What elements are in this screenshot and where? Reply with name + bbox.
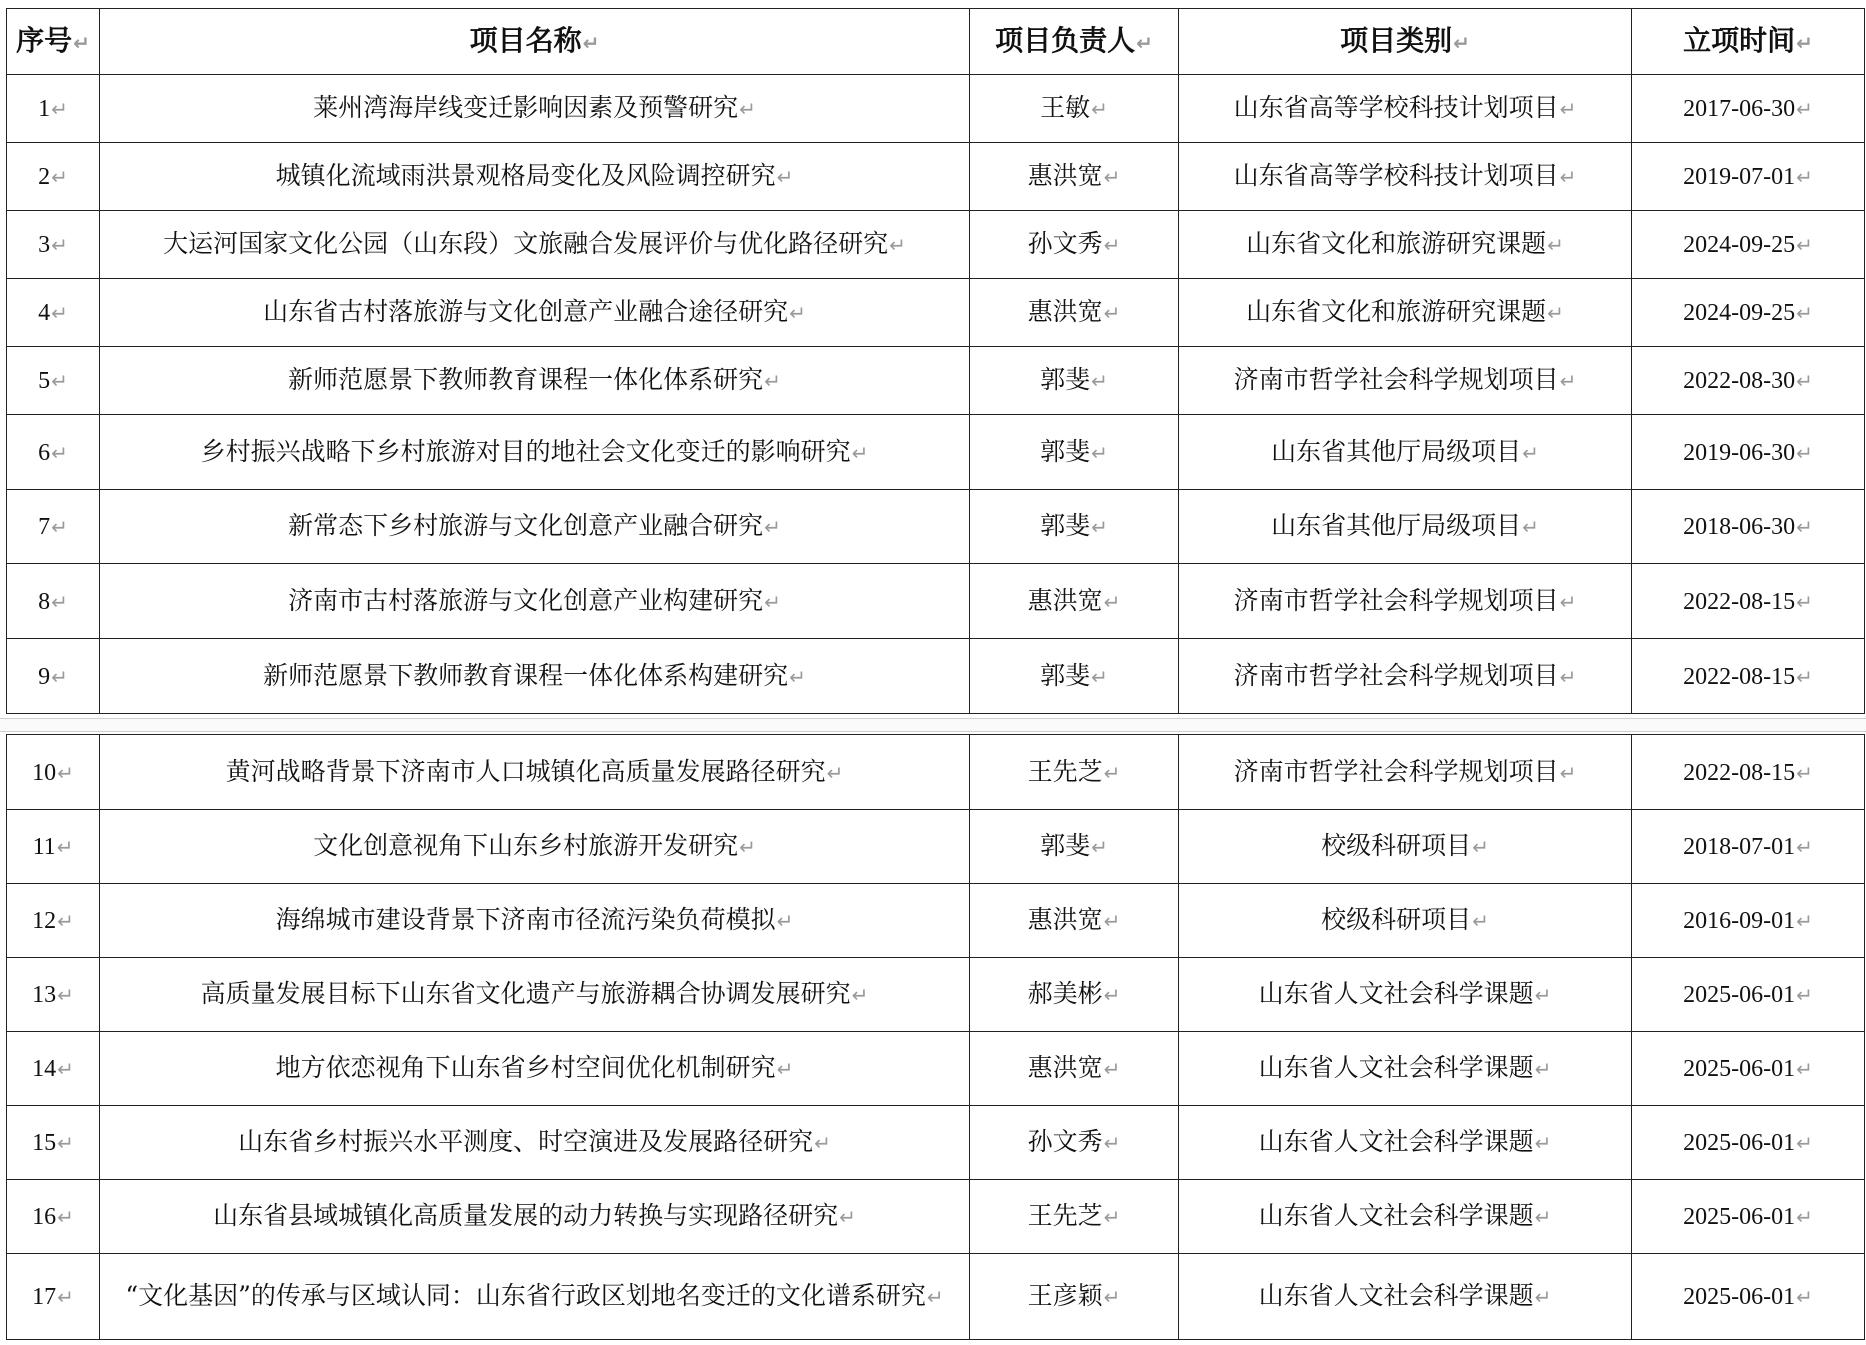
paragraph-mark: ↵ — [1796, 440, 1813, 465]
cell-text: 2022-08-15 — [1683, 588, 1796, 615]
table-row — [7, 639, 1865, 714]
cell-date — [1632, 415, 1865, 490]
paragraph-mark: ↵ — [1522, 440, 1539, 465]
paragraph-mark: ↵ — [51, 369, 68, 393]
cell-text: 17 — [32, 1284, 57, 1310]
paragraph-mark: ↵ — [1547, 301, 1564, 325]
cell-leader — [970, 1032, 1179, 1106]
cell-text: 济南市古村落旅游与文化创意产业构建研究 — [288, 585, 764, 615]
cell-text: 2024-09-25 — [1683, 232, 1796, 258]
cell-text: 惠洪宽 — [1027, 297, 1103, 326]
cell-date — [1632, 490, 1865, 564]
cell-leader — [970, 143, 1179, 211]
paragraph-mark: ↵ — [1559, 369, 1577, 393]
table-row — [7, 490, 1865, 564]
cell-leader — [970, 1254, 1179, 1340]
cell-text: 山东省人文社会科学课题 — [1258, 979, 1534, 1008]
cell-text: 2016-09-01 — [1683, 908, 1796, 934]
cell-category — [1179, 1254, 1632, 1340]
table-row — [7, 1180, 1865, 1254]
cell-text: 孙文秀 — [1027, 229, 1103, 258]
cell-text: 7 — [38, 514, 51, 540]
paragraph-mark: ↵ — [1796, 1131, 1813, 1155]
paragraph-mark: ↵ — [73, 30, 90, 55]
paragraph-mark: ↵ — [1136, 30, 1153, 55]
table-header-row — [7, 9, 1865, 75]
cell-text: 山东省其他厅局级项目 — [1271, 511, 1522, 540]
cell-text: 2024-09-25 — [1683, 300, 1796, 326]
paragraph-mark: ↵ — [57, 1131, 74, 1155]
cell-date — [1632, 735, 1865, 810]
paragraph-mark: ↵ — [1091, 664, 1108, 689]
paragraph-mark: ↵ — [764, 589, 781, 614]
cell-project-name — [100, 347, 970, 415]
cell-index — [7, 884, 100, 958]
table-row — [7, 810, 1865, 884]
header-project-name — [100, 9, 970, 75]
paragraph-mark: ↵ — [1559, 664, 1577, 689]
paragraph-mark: ↵ — [51, 440, 68, 465]
cell-text: 王彦颖 — [1027, 1281, 1103, 1310]
cell-category — [1179, 347, 1632, 415]
paragraph-mark: ↵ — [51, 97, 68, 121]
header-date — [1632, 9, 1865, 75]
table-row — [7, 347, 1865, 415]
cell-index — [7, 1106, 100, 1180]
table-row — [7, 884, 1865, 958]
paragraph-mark: ↵ — [1534, 983, 1552, 1007]
cell-text: 6 — [38, 439, 51, 466]
cell-text: 2022-08-30 — [1683, 368, 1796, 394]
cell-category — [1179, 1032, 1632, 1106]
cell-category — [1179, 564, 1632, 639]
paragraph-mark: ↵ — [851, 983, 869, 1007]
paragraph-mark: ↵ — [51, 515, 68, 539]
paragraph-mark: ↵ — [1796, 983, 1813, 1007]
cell-text: 5 — [38, 368, 51, 394]
cell-text: 济南市哲学社会科学规划项目 — [1233, 365, 1559, 394]
paragraph-mark: ↵ — [1534, 1285, 1552, 1309]
cell-text: 高质量发展目标下山东省文化遗产与旅游耦合协调发展研究 — [200, 979, 851, 1008]
paragraph-mark: ↵ — [1796, 1285, 1813, 1309]
cell-date — [1632, 1254, 1865, 1340]
cell-project-name — [100, 958, 970, 1032]
cell-leader — [970, 810, 1179, 884]
cell-text: 2025-06-01 — [1683, 1204, 1796, 1230]
table-row — [7, 75, 1865, 143]
cell-date — [1632, 810, 1865, 884]
cell-text: 孙文秀 — [1027, 1127, 1103, 1156]
table-row — [7, 1106, 1865, 1180]
paragraph-mark: ↵ — [1796, 165, 1813, 189]
cell-index — [7, 490, 100, 564]
cell-category — [1179, 211, 1632, 279]
cell-index — [7, 279, 100, 347]
cell-text: 10 — [32, 759, 57, 786]
table-row — [7, 279, 1865, 347]
table-row — [7, 415, 1865, 490]
paragraph-mark: ↵ — [1796, 30, 1813, 55]
cell-date — [1632, 639, 1865, 714]
paragraph-mark: ↵ — [826, 760, 844, 785]
paragraph-mark: ↵ — [1472, 835, 1489, 859]
cell-text: 海绵城市建设背景下济南市径流污染负荷模拟 — [275, 905, 776, 934]
cell-text: 校级科研项目 — [1321, 905, 1472, 934]
paragraph-mark: ↵ — [57, 1205, 74, 1229]
cell-leader — [970, 75, 1179, 143]
cell-project-name — [100, 143, 970, 211]
cell-leader — [970, 415, 1179, 490]
paragraph-mark: ↵ — [57, 983, 74, 1007]
paragraph-mark: ↵ — [57, 1057, 74, 1081]
paragraph-mark: ↵ — [1091, 369, 1108, 393]
table-row — [7, 211, 1865, 279]
paragraph-mark: ↵ — [582, 30, 600, 55]
paragraph-mark: ↵ — [1559, 760, 1577, 785]
paragraph-mark: ↵ — [1103, 1131, 1121, 1155]
cell-text: 13 — [32, 982, 57, 1008]
cell-date — [1632, 211, 1865, 279]
cell-project-name — [100, 884, 970, 958]
cell-text: 王敏 — [1040, 93, 1091, 122]
paragraph-mark: ↵ — [764, 369, 781, 393]
paragraph-mark: ↵ — [789, 664, 806, 689]
cell-leader — [970, 564, 1179, 639]
cell-text: 山东省人文社会科学课题 — [1258, 1053, 1534, 1082]
paragraph-mark: ↵ — [1559, 97, 1577, 121]
cell-date — [1632, 564, 1865, 639]
cell-leader — [970, 490, 1179, 564]
cell-index — [7, 75, 100, 143]
cell-text: 山东省乡村振兴水平测度、时空演进及发展路径研究 — [238, 1127, 814, 1156]
paragraph-mark: ↵ — [51, 664, 68, 689]
paragraph-mark: ↵ — [1472, 909, 1489, 933]
cell-text: 山东省人文社会科学课题 — [1258, 1281, 1534, 1310]
cell-text: 王先芝 — [1027, 756, 1103, 786]
cell-text: 16 — [32, 1204, 57, 1230]
cell-text: 2025-06-01 — [1683, 1284, 1796, 1310]
paragraph-mark: ↵ — [1796, 1057, 1813, 1081]
cell-leader — [970, 958, 1179, 1032]
paragraph-mark: ↵ — [764, 515, 781, 539]
paragraph-mark: ↵ — [1103, 983, 1121, 1007]
cell-text: 2017-06-30 — [1683, 96, 1796, 122]
cell-project-name — [100, 75, 970, 143]
cell-project-name — [100, 1032, 970, 1106]
paragraph-mark: ↵ — [1796, 664, 1813, 689]
cell-category — [1179, 810, 1632, 884]
paragraph-mark: ↵ — [926, 1285, 944, 1309]
cell-project-name — [100, 564, 970, 639]
cell-text: 4 — [38, 300, 51, 326]
header-label: 项目名称 — [469, 23, 582, 57]
header-label: 序号 — [16, 23, 73, 57]
paragraph-mark: ↵ — [1522, 515, 1539, 539]
paragraph-mark: ↵ — [51, 301, 68, 325]
cell-text: 郭斐 — [1040, 436, 1091, 466]
paragraph-mark: ↵ — [1796, 301, 1813, 325]
cell-leader — [970, 884, 1179, 958]
paragraph-mark: ↵ — [1796, 515, 1813, 539]
cell-text: 山东省县域城镇化高质量发展的动力转换与实现路径研究 — [213, 1201, 839, 1230]
cell-project-name — [100, 735, 970, 810]
paragraph-mark: ↵ — [1534, 1205, 1552, 1229]
cell-text: 2022-08-15 — [1683, 759, 1796, 786]
cell-index — [7, 1032, 100, 1106]
paragraph-mark: ↵ — [51, 589, 68, 614]
header-label: 立项时间 — [1683, 23, 1796, 57]
table-row — [7, 735, 1865, 810]
cell-text: 王先芝 — [1027, 1201, 1103, 1230]
cell-text: 莱州湾海岸线变迁影响因素及预警研究 — [313, 93, 739, 122]
paragraph-mark: ↵ — [1547, 233, 1564, 257]
project-table-page1 — [6, 8, 1865, 714]
cell-text: 2 — [38, 164, 51, 190]
cell-text: 2025-06-01 — [1683, 982, 1796, 1008]
paragraph-mark: ↵ — [851, 440, 869, 465]
cell-text: 惠洪宽 — [1027, 1053, 1103, 1082]
cell-index — [7, 639, 100, 714]
cell-text: “文化基因”的传承与区域认同：山东省行政区划地名变迁的文化谱系研究 — [125, 1281, 926, 1310]
cell-text: 郭斐 — [1040, 511, 1091, 540]
cell-text: 9 — [38, 663, 51, 690]
paragraph-mark: ↵ — [1796, 369, 1813, 393]
cell-index — [7, 810, 100, 884]
cell-date — [1632, 143, 1865, 211]
cell-date — [1632, 884, 1865, 958]
paragraph-mark: ↵ — [1103, 909, 1121, 933]
cell-index — [7, 143, 100, 211]
cell-text: 文化创意视角下山东乡村旅游开发研究 — [313, 831, 739, 860]
header-category — [1179, 9, 1632, 75]
cell-text: 2019-07-01 — [1683, 164, 1796, 190]
cell-text: 惠洪宽 — [1027, 161, 1103, 190]
cell-date — [1632, 1032, 1865, 1106]
cell-text: 济南市哲学社会科学规划项目 — [1233, 585, 1559, 615]
paragraph-mark: ↵ — [57, 760, 74, 785]
cell-index — [7, 735, 100, 810]
project-table-page2 — [6, 734, 1865, 1340]
cell-index — [7, 1254, 100, 1340]
cell-text: 2025-06-01 — [1683, 1056, 1796, 1082]
paragraph-mark: ↵ — [1796, 909, 1813, 933]
table-row — [7, 958, 1865, 1032]
cell-category — [1179, 1180, 1632, 1254]
cell-text: 15 — [32, 1130, 57, 1156]
paragraph-mark: ↵ — [1559, 165, 1577, 189]
header-index — [7, 9, 100, 75]
cell-text: 山东省高等学校科技计划项目 — [1233, 161, 1559, 190]
cell-text: 3 — [38, 232, 51, 258]
cell-category — [1179, 958, 1632, 1032]
cell-text: 大运河国家文化公园（山东段）文旅融合发展评价与优化路径研究 — [163, 229, 889, 258]
cell-index — [7, 347, 100, 415]
cell-project-name — [100, 810, 970, 884]
paragraph-mark: ↵ — [1534, 1057, 1552, 1081]
cell-text: 山东省文化和旅游研究课题 — [1246, 297, 1547, 326]
cell-category — [1179, 884, 1632, 958]
cell-text: 校级科研项目 — [1321, 831, 1472, 860]
paragraph-mark: ↵ — [56, 835, 74, 859]
cell-text: 2019-06-30 — [1683, 439, 1796, 466]
cell-date — [1632, 958, 1865, 1032]
cell-text: 郭斐 — [1040, 660, 1091, 690]
cell-text: 山东省高等学校科技计划项目 — [1233, 93, 1559, 122]
paragraph-mark: ↵ — [789, 301, 806, 325]
cell-category — [1179, 143, 1632, 211]
cell-project-name — [100, 490, 970, 564]
paragraph-mark: ↵ — [1103, 589, 1121, 614]
cell-project-name — [100, 279, 970, 347]
cell-text: 2018-07-01 — [1683, 834, 1796, 860]
paragraph-mark: ↵ — [1091, 440, 1108, 465]
cell-text: 济南市哲学社会科学规划项目 — [1233, 756, 1559, 786]
cell-project-name — [100, 1254, 970, 1340]
paragraph-mark: ↵ — [1796, 97, 1813, 121]
cell-text: 地方依恋视角下山东省乡村空间优化机制研究 — [275, 1053, 776, 1082]
cell-index — [7, 1180, 100, 1254]
paragraph-mark: ↵ — [1091, 515, 1108, 539]
cell-project-name — [100, 639, 970, 714]
paragraph-mark: ↵ — [1796, 1205, 1813, 1229]
cell-text: 惠洪宽 — [1027, 585, 1103, 615]
paragraph-mark: ↵ — [1453, 30, 1470, 55]
cell-text: 新常态下乡村旅游与文化创意产业融合研究 — [288, 511, 764, 540]
cell-date — [1632, 347, 1865, 415]
paragraph-mark: ↵ — [1091, 97, 1108, 121]
cell-text: 山东省其他厅局级项目 — [1271, 436, 1522, 466]
cell-text: 郭斐 — [1040, 831, 1091, 860]
paragraph-mark: ↵ — [1559, 589, 1577, 614]
cell-text: 郝美彬 — [1027, 979, 1103, 1008]
paragraph-mark: ↵ — [57, 1285, 74, 1309]
cell-text: 新师范愿景下教师教育课程一体化体系研究 — [288, 365, 764, 394]
cell-date — [1632, 279, 1865, 347]
paragraph-mark: ↵ — [1103, 301, 1121, 325]
paragraph-mark: ↵ — [1103, 1285, 1121, 1309]
cell-project-name — [100, 1106, 970, 1180]
paragraph-mark: ↵ — [1103, 1205, 1121, 1229]
cell-text: 山东省古村落旅游与文化创意产业融合途径研究 — [263, 297, 789, 326]
paragraph-mark: ↵ — [739, 97, 756, 121]
cell-category — [1179, 490, 1632, 564]
cell-project-name — [100, 1180, 970, 1254]
paragraph-mark: ↵ — [839, 1205, 856, 1229]
header-label: 项目负责人 — [995, 23, 1136, 57]
paragraph-mark: ↵ — [889, 233, 906, 257]
cell-text: 2025-06-01 — [1683, 1130, 1796, 1156]
paragraph-mark: ↵ — [739, 835, 756, 859]
cell-index — [7, 564, 100, 639]
paragraph-mark: ↵ — [1796, 233, 1813, 257]
paragraph-mark: ↵ — [1091, 835, 1108, 859]
paragraph-mark: ↵ — [1103, 233, 1121, 257]
header-label: 项目类别 — [1340, 23, 1453, 57]
cell-text: 2018-06-30 — [1683, 514, 1796, 540]
paragraph-mark: ↵ — [57, 909, 74, 933]
cell-project-name — [100, 211, 970, 279]
cell-text: 惠洪宽 — [1027, 905, 1103, 934]
cell-text: 1 — [38, 96, 51, 122]
cell-leader — [970, 279, 1179, 347]
cell-text: 乡村振兴战略下乡村旅游对目的地社会文化变迁的影响研究 — [200, 436, 851, 466]
paragraph-mark: ↵ — [1103, 760, 1121, 785]
table-row — [7, 1032, 1865, 1106]
cell-category — [1179, 639, 1632, 714]
cell-category — [1179, 279, 1632, 347]
cell-text: 济南市哲学社会科学规划项目 — [1233, 660, 1559, 690]
table-row — [7, 1254, 1865, 1340]
cell-text: 山东省文化和旅游研究课题 — [1246, 229, 1547, 258]
paragraph-mark: ↵ — [1796, 760, 1813, 785]
cell-category — [1179, 735, 1632, 810]
paragraph-mark: ↵ — [51, 165, 68, 189]
cell-category — [1179, 1106, 1632, 1180]
cell-text: 山东省人文社会科学课题 — [1258, 1201, 1534, 1230]
cell-leader — [970, 735, 1179, 810]
cell-text: 11 — [32, 834, 56, 860]
cell-text: 8 — [38, 588, 51, 615]
paragraph-mark: ↵ — [776, 1057, 794, 1081]
paragraph-mark: ↵ — [1796, 835, 1813, 859]
cell-text: 2022-08-15 — [1683, 663, 1796, 690]
cell-text: 新师范愿景下教师教育课程一体化体系构建研究 — [263, 660, 789, 690]
cell-index — [7, 211, 100, 279]
cell-text: 郭斐 — [1040, 365, 1091, 394]
cell-leader — [970, 639, 1179, 714]
cell-date — [1632, 1106, 1865, 1180]
cell-date — [1632, 75, 1865, 143]
cell-text: 黄河战略背景下济南市人口城镇化高质量发展路径研究 — [225, 756, 826, 786]
paragraph-mark: ↵ — [1103, 1057, 1121, 1081]
table-row — [7, 143, 1865, 211]
cell-category — [1179, 415, 1632, 490]
page-break — [0, 718, 1866, 732]
paragraph-mark: ↵ — [1796, 589, 1813, 614]
table-row — [7, 564, 1865, 639]
cell-text: 山东省人文社会科学课题 — [1258, 1127, 1534, 1156]
cell-index — [7, 958, 100, 1032]
cell-leader — [970, 211, 1179, 279]
cell-leader — [970, 1106, 1179, 1180]
paragraph-mark: ↵ — [51, 233, 68, 257]
cell-category — [1179, 75, 1632, 143]
cell-date — [1632, 1180, 1865, 1254]
paragraph-mark: ↵ — [1103, 165, 1121, 189]
cell-index — [7, 415, 100, 490]
paragraph-mark: ↵ — [814, 1131, 831, 1155]
cell-project-name — [100, 415, 970, 490]
cell-leader — [970, 347, 1179, 415]
cell-text: 12 — [32, 908, 57, 934]
paragraph-mark: ↵ — [776, 165, 794, 189]
cell-text: 14 — [32, 1056, 57, 1082]
cell-leader — [970, 1180, 1179, 1254]
cell-text: 城镇化流域雨洪景观格局变化及风险调控研究 — [275, 161, 776, 190]
header-leader — [970, 9, 1179, 75]
paragraph-mark: ↵ — [776, 909, 794, 933]
paragraph-mark: ↵ — [1534, 1131, 1552, 1155]
